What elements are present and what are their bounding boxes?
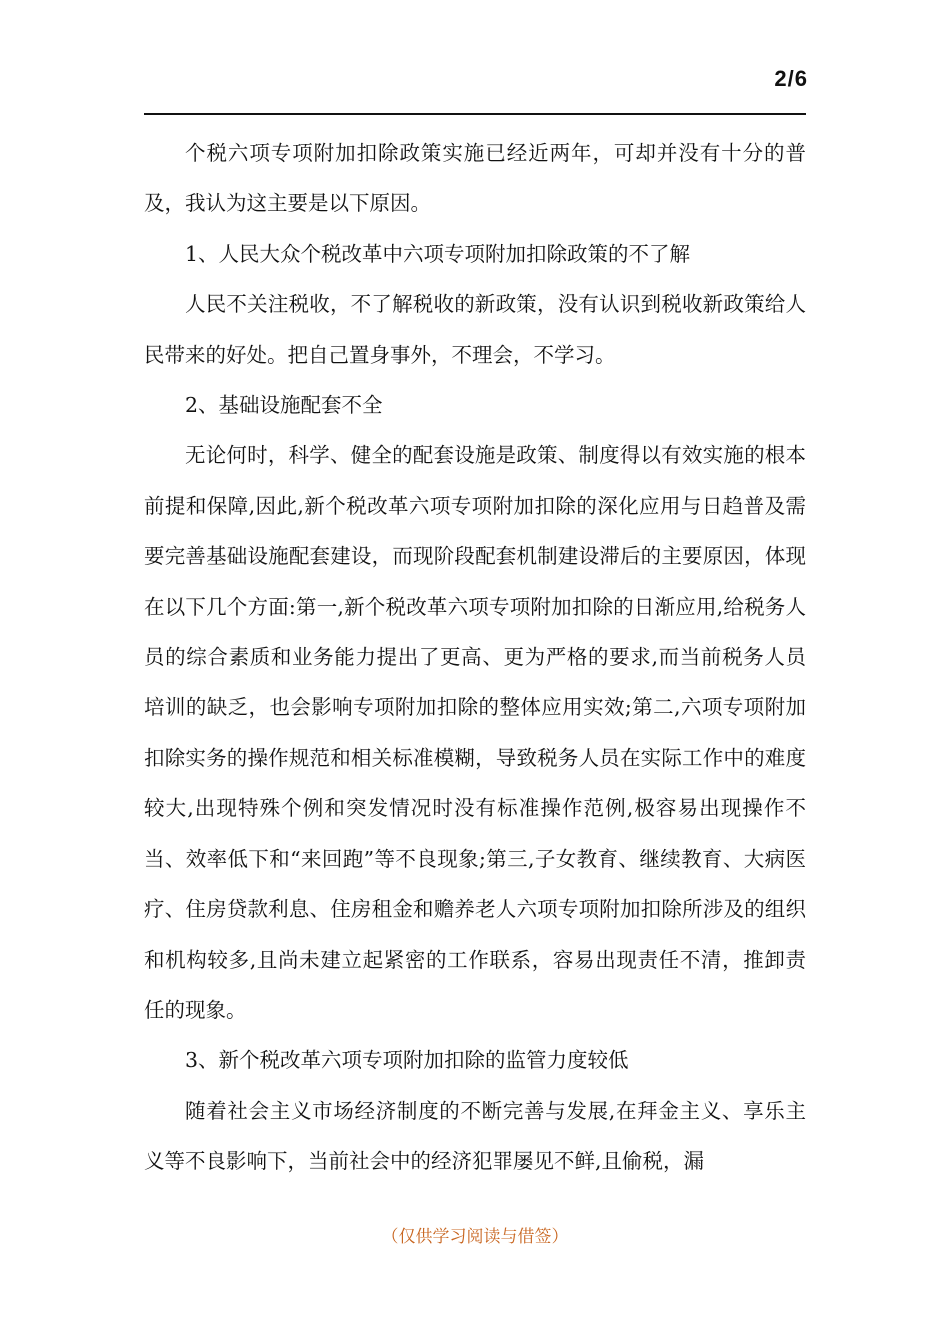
header-divider <box>144 113 806 115</box>
section-heading-2: 2、基础设施配套不全 <box>185 393 383 418</box>
page-number: 2/6 <box>774 66 808 91</box>
paragraph-infrastructure: 无论何时，科学、健全的配套设施是政策、制度得以有效实施的根本前提和保障,因此,新个税改革六项专项附加扣除的深化应用与日趋普及需要完善基础设施配套建设，而现阶段配套机制建设滞后的主要原因，体现在以下几个方面:第一,新个税改革六项专项附加扣除的日渐应用,给税务人员的综合素质和业务能力提出了更高、更为严格的要求,而当前税务人员培训的缺乏，也会影响专项附加扣除的整体应用实效;第二,六项专项附加扣除实务的操作规范和相关标准模糊，导致税务人员在实际工作中的难度较大,出现特殊个例和突发情况时没有标准操作范例,极容易出现操作不当、效率低下和“来回跑”等不良现象;第三,子女教育、继续教育、大病医疗、住房贷款利息、住房租金和赡养老人六项专项附加扣除所涉及的组织和机构较多,且尚未建立起紧密的工作联系，容易出现责任不清，推卸责任的现象。 <box>144 443 806 1022</box>
section-heading-3: 3、新个税改革六项专项附加扣除的监管力度较低 <box>185 1048 629 1073</box>
document-body <box>144 128 806 1187</box>
paragraph-public-awareness: 人民不关注税收，不了解税收的新政策，没有认识到税收新政策给人民带来的好处。把自己置身事外，不理会，不学习。 <box>144 292 806 367</box>
paragraph-supervision: 随着社会主义市场经济制度的不断完善与发展,在拜金主义、享乐主义等不良影响下，当前社会中的经济犯罪屡见不鲜,且偷税，漏 <box>144 1098 806 1174</box>
footer-note: （仅供学习阅读与借签） <box>381 1227 569 1247</box>
section-heading-1: 1、人民大众个税改革中六项专项附加扣除政策的不了解 <box>185 241 691 266</box>
paragraph-intro: 个税六项专项附加扣除政策实施已经近两年，可却并没有十分的普及，我认为这主要是以下原因。 <box>144 141 806 216</box>
